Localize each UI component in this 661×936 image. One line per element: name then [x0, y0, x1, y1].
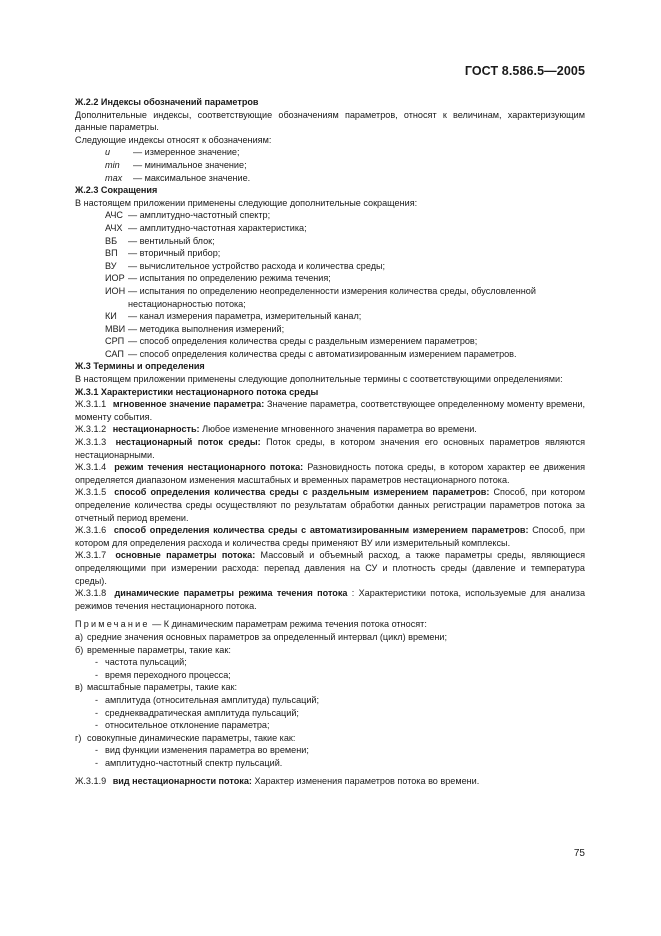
note-bullet-text: время переходного процесса;	[105, 669, 231, 680]
note-label: Примечание	[75, 619, 150, 630]
term-name: нестационарный поток среды:	[115, 437, 261, 448]
term-entry	[75, 423, 585, 436]
abbreviation: САП	[105, 348, 124, 359]
abbreviation-meaning: — испытания по определению режима течения;	[128, 273, 331, 284]
abbreviation: АЧХ	[105, 222, 123, 233]
note-group-letter: б)	[75, 644, 84, 655]
term-number: Ж.3.1.3	[75, 437, 107, 448]
document-code: ГОСТ 8.586.5—2005	[464, 64, 585, 78]
term-definition: Поток среды, в котором значения его основных параметров являются нестационарными.	[75, 437, 585, 460]
term-definition: Способ, при котором определение количества среды осуществляют по результатам обработки данных регистрации параметров потока за отчетный период времени.	[75, 487, 586, 523]
term-entry	[75, 587, 585, 612]
page-number: 75	[573, 848, 585, 859]
abbreviation-meaning: — амплитудно-частотная характеристика;	[128, 222, 307, 233]
note-bullet	[95, 694, 585, 707]
abbreviation-item	[105, 348, 585, 361]
abbreviation-item	[105, 310, 585, 323]
term-number: Ж.3.1.1	[75, 399, 107, 410]
abbreviation-item	[105, 222, 585, 235]
term-number: Ж.3.1.6	[75, 525, 107, 536]
terms-list	[75, 398, 585, 612]
term-number: Ж.3.1.4	[75, 462, 107, 473]
term-name: способ определения количества среды с автоматизированным измерением параметров:	[113, 525, 529, 536]
bullet-dash: -	[95, 657, 99, 668]
index-item	[105, 146, 585, 159]
index-symbol: и	[105, 147, 111, 158]
term-number: Ж.3.1.7	[75, 550, 107, 561]
bullet-dash: -	[95, 720, 99, 731]
index-item	[105, 159, 585, 172]
term-entry	[75, 549, 585, 587]
note-bullet	[95, 744, 585, 757]
index-description: — максимальное значение.	[133, 172, 251, 183]
note-text: — К динамическим параметрам режима течения потока относят:	[152, 619, 427, 630]
note-bullet-text: среднеквадратическая амплитуда пульсаций;	[105, 707, 299, 718]
index-description: — минимальное значение;	[133, 159, 247, 170]
term-definition: Значение параметра, соответствующее определенному моменту времени, моменту события.	[75, 399, 586, 422]
paragraph: В настоящем приложении применены следующие дополнительные термины с соответствующими определениями:	[75, 374, 563, 385]
abbreviation-item	[105, 235, 585, 248]
term-definition: Способ, при котором для определения расхода и количества среды применяют ВУ или измерительный комплексы.	[75, 525, 585, 548]
bullet-dash: -	[95, 707, 99, 718]
term-definition: Любое изменение мгновенного значения параметра во времени.	[202, 424, 477, 435]
term-name: динамические параметры режима течения потока	[114, 588, 348, 599]
abbreviation-meaning: — вентильный блок;	[128, 235, 215, 246]
term-name: способ определения количества среды с раздельным измерением параметров:	[114, 487, 490, 498]
note-bullet-text: частота пульсаций;	[105, 657, 187, 668]
abbreviation: ИОН	[105, 285, 126, 296]
term-entry	[75, 524, 585, 549]
note-bullet	[95, 757, 585, 770]
note-group-text: средние значения основных параметров за определенный интервал (цикл) времени;	[87, 631, 448, 642]
section-title-j3: Ж.3 Термины и определения	[75, 361, 205, 372]
note-bullet	[95, 707, 585, 720]
paragraph: Дополнительные индексы, соответствующие обозначениям параметров, относят к величинам, характеризующим данные параметры.	[75, 109, 585, 133]
abbreviation-meaning: — испытания по определению неопределенности измерения количества среды, обусловленной нестационарностью потока;	[128, 285, 536, 309]
abbreviation-item	[105, 272, 585, 285]
term-entry	[75, 436, 585, 461]
index-symbol: max	[105, 172, 123, 183]
paragraph: Следующие индексы относят к обозначениям:	[75, 134, 272, 145]
note-group-text: масштабные параметры, такие как:	[87, 682, 238, 693]
abbreviation-meaning: — вычислительное устройство расхода и количества среды;	[128, 260, 386, 271]
term-name: основные параметры потока:	[115, 550, 256, 561]
abbreviation-meaning: — амплитудно-частотный спектр;	[128, 210, 271, 221]
note-group	[75, 631, 585, 644]
abbreviation-item	[105, 209, 585, 222]
term-definition: : Характеристики потока, используемые для анализа режимов течения нестационарного потока.	[75, 588, 586, 611]
term-entry	[75, 461, 585, 486]
term-definition: Разновидность потока среды, в котором характер ее движения определяется диапазоном изменения масштабных и временных параметров нестационарного потока.	[75, 462, 586, 485]
paragraph: В настоящем приложении применены следующие дополнительные сокращения:	[75, 197, 418, 208]
bullet-dash: -	[95, 745, 99, 756]
note-bullet-text: относительное отклонение параметра;	[105, 720, 270, 731]
abbreviation-meaning: — методика выполнения измерений;	[128, 323, 285, 334]
note-bullet-text: амплитудно-частотный спектр пульсаций.	[105, 757, 283, 768]
term-entry: Ж.3.1.9 вид нестационарности потока: Характер изменения параметров потока во времени.	[75, 776, 480, 787]
abbreviation: ВП	[105, 248, 118, 259]
section-title-j23: Ж.2.3 Сокращения	[75, 185, 158, 196]
abbreviation-item	[105, 247, 585, 260]
abbreviation-meaning: — способ определения количества среды с раздельным измерением параметров;	[128, 336, 478, 347]
bullet-dash: -	[95, 694, 99, 705]
abbreviation-item	[105, 285, 585, 310]
note-group	[75, 644, 585, 657]
abbreviation: ВБ	[105, 235, 118, 246]
abbreviation: АЧС	[105, 210, 123, 221]
page-content	[75, 96, 585, 788]
bullet-dash: -	[95, 757, 99, 768]
index-description: — измеренное значение;	[133, 147, 240, 158]
note-heading	[75, 618, 585, 631]
note-bullet-text: вид функции изменения параметра во времени;	[105, 745, 309, 756]
term-name: нестационарность:	[112, 424, 200, 435]
index-list	[75, 146, 585, 184]
term-number: Ж.3.1.2	[75, 424, 107, 435]
abbreviation: ИОР	[105, 273, 125, 284]
term-name: мгновенное значение параметра:	[112, 399, 265, 410]
term-definition: Массовый и объемный расход, а также параметры среды, являющиеся определяющими при измерении расхода: перепад давления на СУ и плотность среды (давление и температура среды).	[75, 550, 586, 586]
abbreviation: СРП	[105, 336, 125, 347]
term-entry	[75, 486, 585, 524]
abbreviation-meaning: — способ определения количества среды с автоматизированным измерением параметров.	[128, 348, 517, 359]
note-bullet	[95, 669, 585, 682]
abbreviation-item	[105, 335, 585, 348]
note-group-letter: в)	[75, 682, 83, 693]
note-group-letter: а)	[75, 631, 84, 642]
term-number: Ж.3.1.5	[75, 487, 107, 498]
abbreviation: ВУ	[105, 260, 117, 271]
note-bullet	[95, 656, 585, 669]
note-block	[75, 618, 585, 769]
index-item	[105, 172, 585, 185]
section-title-j22: Ж.2.2 Индексы обозначений параметров	[75, 97, 259, 107]
bullet-dash: -	[95, 669, 99, 680]
note-bullet	[95, 719, 585, 732]
abbreviation-meaning: — канал измерения параметра, измерительный канал;	[128, 311, 362, 322]
term-entry	[75, 398, 585, 423]
note-group-text: временные параметры, такие как:	[87, 644, 231, 655]
abbreviation-item	[105, 260, 585, 273]
index-symbol: min	[105, 159, 120, 170]
abbreviation-list	[75, 209, 585, 360]
note-bullet-text: амплитуда (относительная амплитуда) пульсаций;	[105, 694, 320, 705]
term-name: режим течения нестационарного потока:	[114, 462, 304, 473]
note-group	[75, 681, 585, 694]
subsection-title-j31: Ж.3.1 Характеристики нестационарного потока среды	[75, 386, 319, 397]
note-group-letter: г)	[75, 732, 82, 743]
abbreviation-meaning: — вторичный прибор;	[128, 248, 221, 259]
abbreviation: МВИ	[105, 323, 126, 334]
note-group-text: совокупные динамические параметры, такие как:	[87, 732, 296, 743]
term-number: Ж.3.1.8	[75, 588, 107, 599]
abbreviation: КИ	[105, 311, 117, 322]
abbreviation-item	[105, 323, 585, 336]
note-group	[75, 732, 585, 745]
